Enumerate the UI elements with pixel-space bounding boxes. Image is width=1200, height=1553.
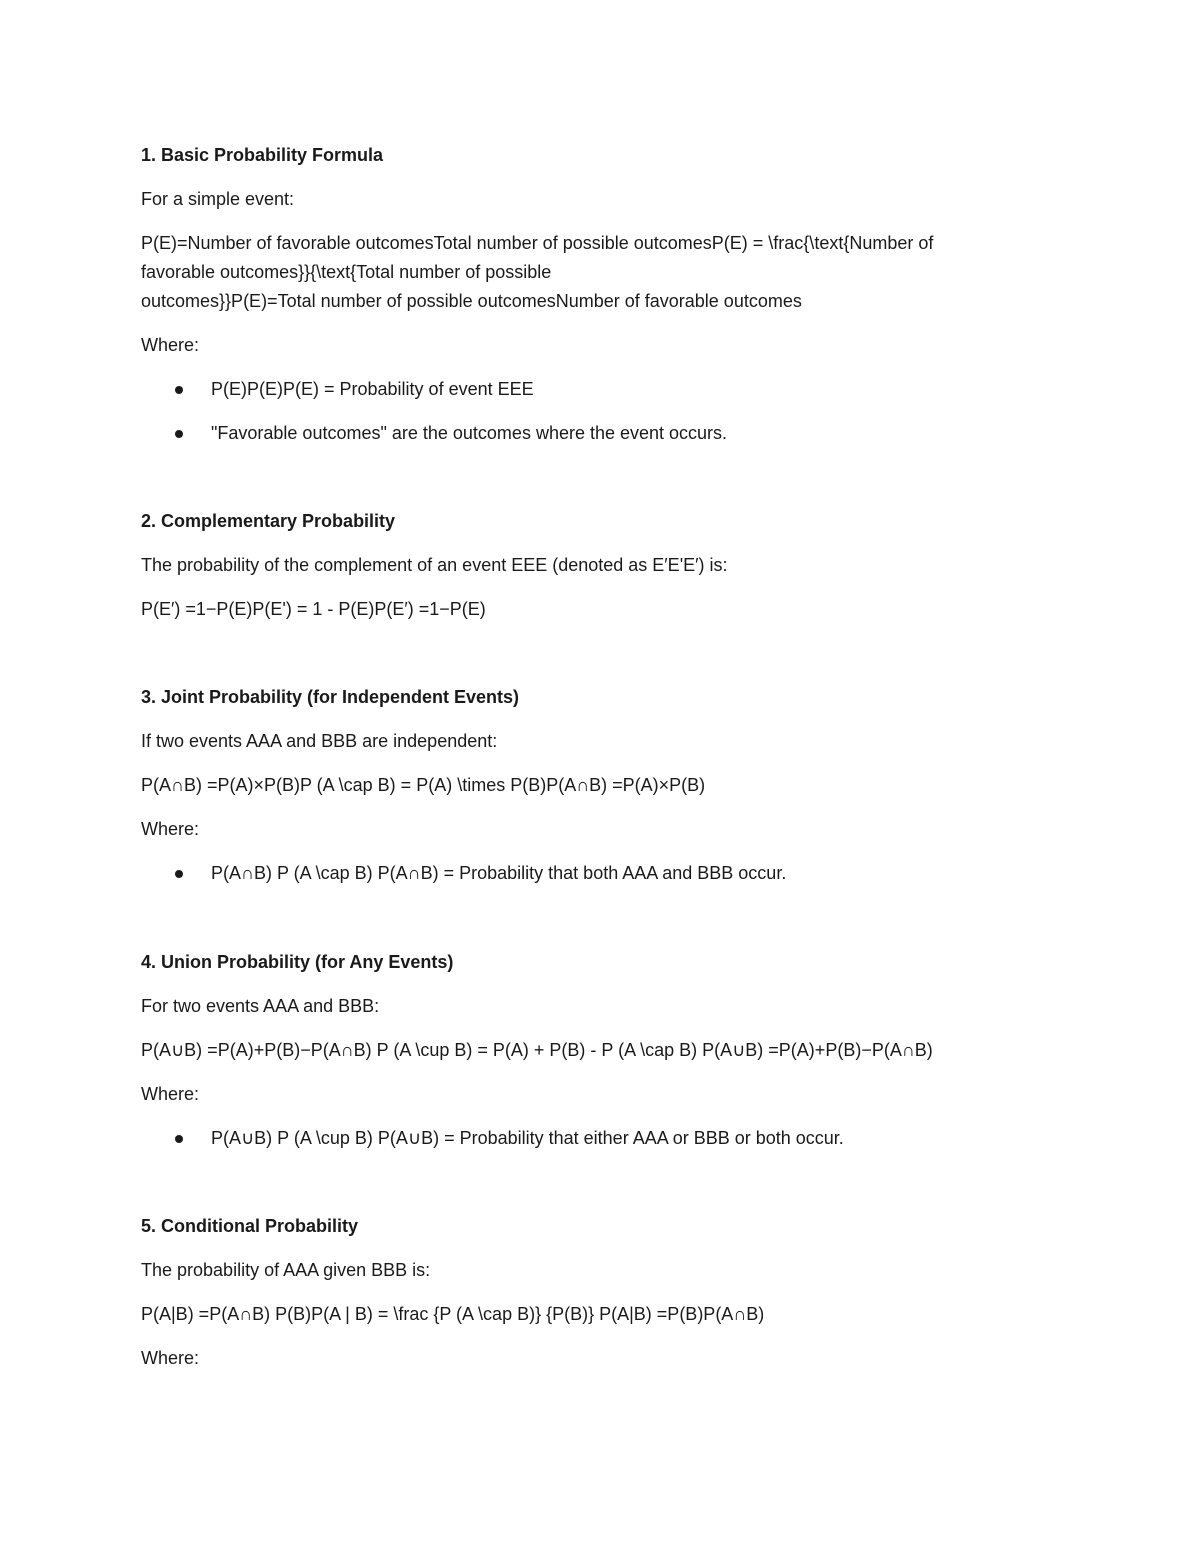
bullet-icon [175, 1135, 183, 1143]
formula-line: P(A∩B) =P(A)×P(B)P (A \cap B) = P(A) \times P(B)P(A∩B) =P(A)×P(B) [141, 775, 706, 795]
bullet-list [141, 859, 1041, 888]
formula-line: P(E)=Number of favorable outcomesTotal number of possible outcomesP(E) = \frac{\text{Number of [141, 233, 934, 253]
section-heading: 5. Conditional Probability [141, 1216, 359, 1236]
where-label: Where: [141, 1348, 200, 1368]
where-label: Where: [141, 335, 200, 355]
section-conditional-probability [141, 1212, 1041, 1373]
bullet-text: "Favorable outcomes" are the outcomes where the event occurs. [211, 423, 728, 443]
list-item [141, 375, 1041, 404]
list-item [141, 859, 1041, 888]
list-item [141, 419, 1041, 448]
bullet-icon [175, 870, 183, 878]
formula-line: P(E′) =1−P(E)P(E') = 1 - P(E)P(E′) =1−P(E) [141, 599, 486, 619]
section-heading: 2. Complementary Probability [141, 511, 396, 531]
formula-line: P(A∪B) =P(A)+P(B)−P(A∩B) P (A \cup B) = P(A) + P(B) - P (A \cap B) P(A∪B) =P(A)+P(B)−P(A∩B) [141, 1040, 933, 1060]
section-complementary-probability [141, 507, 1041, 624]
section-union-probability [141, 948, 1041, 1153]
section-joint-probability [141, 683, 1041, 888]
where-label: Where: [141, 1084, 200, 1104]
bullet-icon [175, 386, 183, 394]
section-basic-probability [141, 141, 1041, 448]
bullet-text: P(A∪B) P (A \cup B) P(A∪B) = Probability that either AAA or BBB or both occur. [211, 1128, 844, 1148]
bullet-list [141, 375, 1041, 448]
formula-line: favorable outcomes}}{\text{Total number of possible [141, 262, 552, 282]
where-label: Where: [141, 819, 200, 839]
section-intro: For a simple event: [141, 189, 295, 209]
section-intro: For two events AAA and BBB: [141, 996, 380, 1016]
section-intro: If two events AAA and BBB are independent: [141, 731, 498, 751]
bullet-text: P(A∩B) P (A \cap B) P(A∩B) = Probability that both AAA and BBB occur. [211, 863, 787, 883]
bullet-text: P(E)P(E)P(E) = Probability of event EEE [211, 379, 534, 399]
formula-line: P(A|B) =P(A∩B) P(B)P(A | B) = \frac {P (A \cap B)} {P(B)} P(A|B) =P(B)P(A∩B) [141, 1304, 765, 1324]
section-heading: 3. Joint Probability (for Independent Events) [141, 687, 520, 707]
section-heading: 1. Basic Probability Formula [141, 145, 384, 165]
list-item [141, 1124, 1041, 1153]
section-intro: The probability of AAA given BBB is: [141, 1260, 431, 1280]
section-heading: 4. Union Probability (for Any Events) [141, 952, 454, 972]
bullet-icon [175, 430, 183, 438]
bullet-list [141, 1124, 1041, 1153]
section-intro: The probability of the complement of an event EEE (denoted as E′E'E′) is: [141, 555, 728, 575]
formula-line: outcomes}}P(E)=Total number of possible outcomesNumber of favorable outcomes [141, 291, 802, 311]
